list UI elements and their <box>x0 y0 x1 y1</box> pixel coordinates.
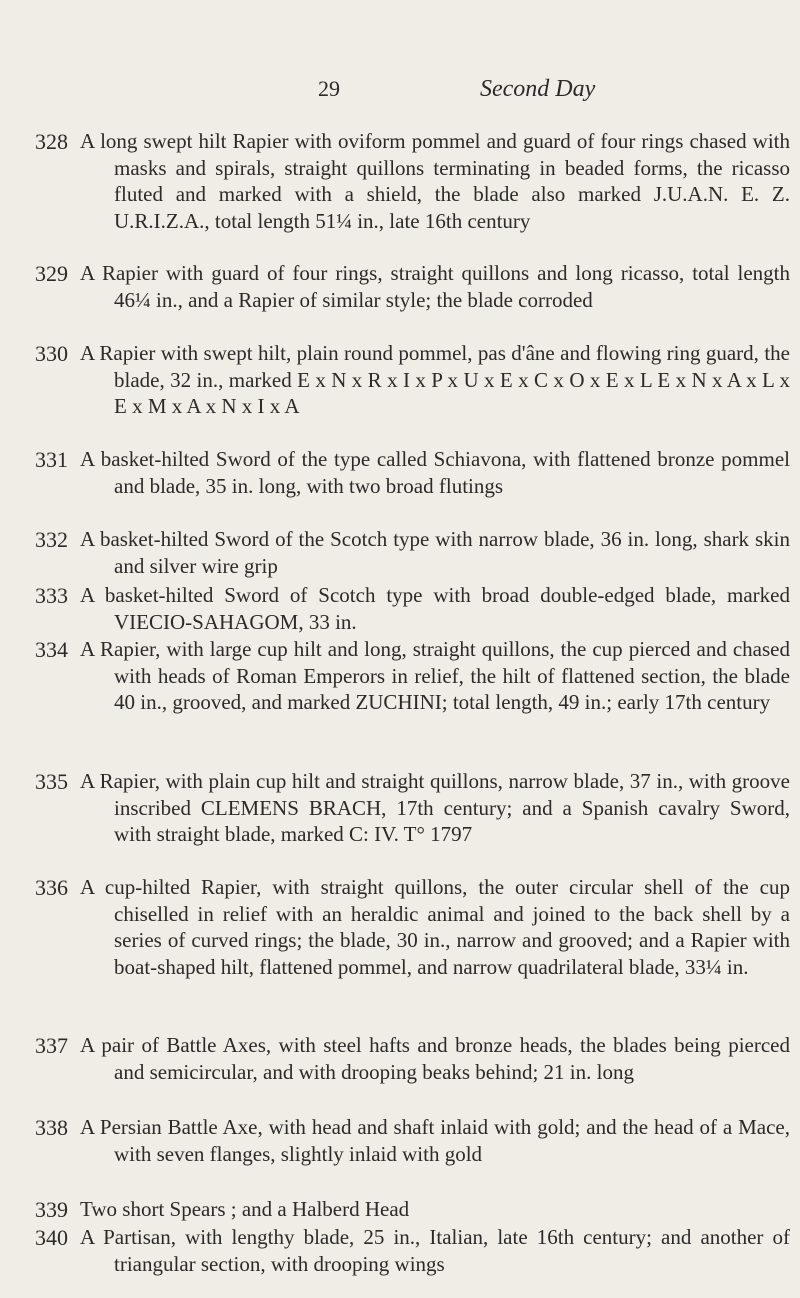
lot-description: Two short Spears ; and a Halberd Head <box>80 1197 410 1221</box>
lot-number: 337 <box>35 1033 68 1058</box>
lot-description: A Rapier, with plain cup hilt and straight quillons, narrow blade, 37 in., with groove inscribed CLEMENS BRACH, 17th century; and a Spanish cavalry Sword, with straight blade, marked C: IV. T° 1797 <box>80 769 790 847</box>
lot-description: A cup-hilted Rapier, with straight quillons, the outer circular shell of the cup chiselled in relief with an heraldic animal and joined to the back shell by a series of curved rings; the blade, 30 in., narrow and grooved; and a Rapier with boat-shaped hilt, flattened pommel, and narrow quadrilateral blade, 33¼ in. <box>80 875 790 979</box>
lot-description: A Persian Battle Axe, with head and shaft inlaid with gold; and the head of a Mace, with seven flanges, slightly inlaid with gold <box>80 1115 790 1166</box>
lot-number: 333 <box>35 583 68 608</box>
lot-number: 335 <box>35 769 68 794</box>
lot-number: 340 <box>35 1225 68 1250</box>
lot-number: 331 <box>35 447 68 472</box>
page-number: 29 <box>318 76 340 101</box>
lot-description: A Partisan, with lengthy blade, 25 in., Italian, late 16th century; and another of triangular section, with drooping wings <box>80 1225 790 1276</box>
lot-number: 339 <box>35 1197 68 1222</box>
lot-description: A basket-hilted Sword of the Scotch type with narrow blade, 36 in. long, shark skin and silver wire grip <box>80 527 790 578</box>
lot-description: A pair of Battle Axes, with steel hafts and bronze heads, the blades being pierced and semicircular, and with drooping beaks behind; 21 in. long <box>80 1033 790 1084</box>
lot-number: 334 <box>35 637 68 662</box>
lot-number: 329 <box>35 261 68 286</box>
lot-number: 328 <box>35 129 68 154</box>
lot-number: 338 <box>35 1115 68 1140</box>
lot-number: 332 <box>35 527 68 552</box>
lot-description: A basket-hilted Sword of Scotch type with broad double-edged blade, marked VIECIO-SAHAGOM, 33 in. <box>80 583 790 634</box>
lot-number: 336 <box>35 875 68 900</box>
lot-description: A long swept hilt Rapier with oviform pommel and guard of four rings chased with masks and spirals, straight quillons terminating in beaded forms, the ricasso fluted and marked with a shield, the blade also marked J.U.A.N. E. Z. U.R.I.Z.A., total length 51¼ in., late 16th century <box>80 129 790 233</box>
lot-number: 330 <box>35 341 68 366</box>
lot-description: A basket-hilted Sword of the type called Schiavona, with flattened bronze pommel and blade, 35 in. long, with two broad flutings <box>80 447 790 498</box>
running-head: Second Day <box>480 76 596 102</box>
lot-description: A Rapier, with large cup hilt and long, straight quillons, the cup pierced and chased with heads of Roman Emperors in relief, the hilt of flattened section, the blade 40 in., grooved, and marked ZUCHINI; total length, 49 in.; early 17th century <box>80 637 790 715</box>
page-header <box>0 76 800 116</box>
lot-description: A Rapier with swept hilt, plain round pommel, pas d'âne and flowing ring guard, the blade, 32 in., marked E x N x R x I x P x U x E x C x O x E x L E x N x A x L x E x M x A x N x I x A <box>80 341 790 419</box>
lot-description: A Rapier with guard of four rings, straight quillons and long ricasso, total length 46¼ in., and a Rapier of similar style; the blade corroded <box>80 261 790 312</box>
